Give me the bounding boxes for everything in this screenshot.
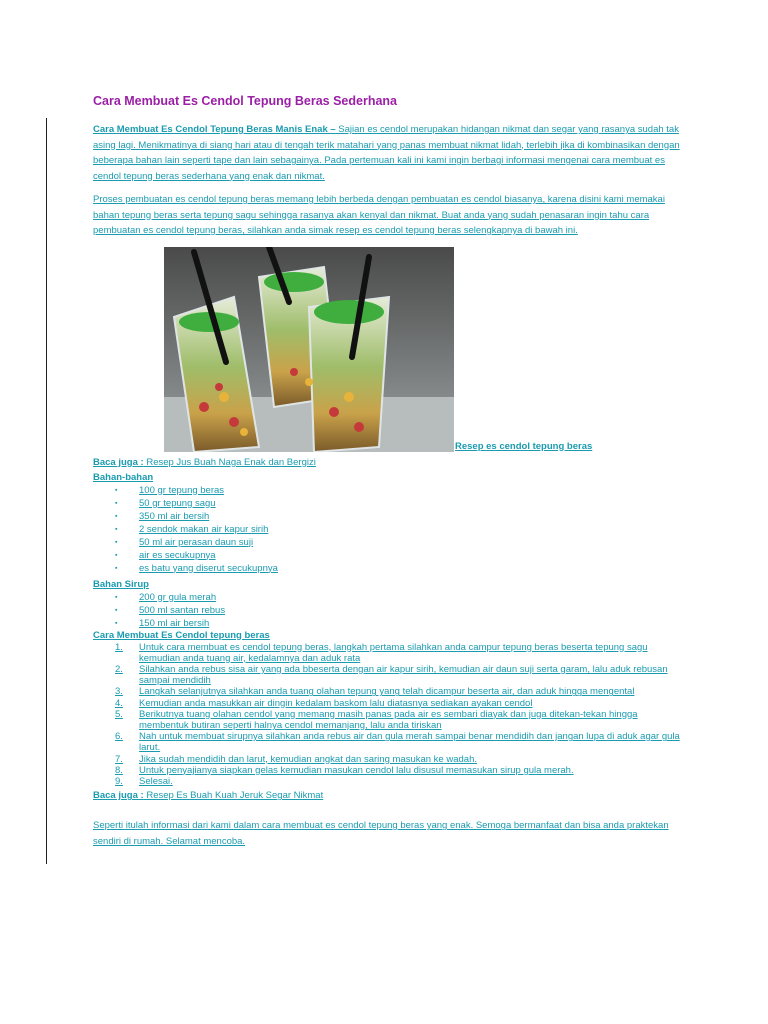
step-link[interactable]: Untuk cara membuat es cendol tepung beras, langkah pertama silahkan anda campur tepung beras beserta tepung sagu kemudian anda tuang air, kedalamnya dan aduk rata <box>139 641 648 664</box>
sirup-heading-text: Bahan Sirup <box>93 578 149 590</box>
step-link[interactable]: Silahkan anda rebus sisa air yang ada bbeserta dengan air kapur sirih, kemudian air daun suji serta garam, lalu aduk rebusan sampai mendidih <box>139 663 668 687</box>
list-item <box>93 617 683 630</box>
bahan-item-link[interactable]: 2 sendok makan air kapur sirih <box>139 523 269 535</box>
baca-juga-1-link[interactable]: Resep Jus Buah Naga Enak dan Bergizi <box>143 456 316 468</box>
step-number: 4. <box>115 697 123 709</box>
list-item <box>93 497 683 510</box>
list-item <box>93 664 683 686</box>
process-paragraph <box>93 192 683 239</box>
bahan-item-link[interactable]: 100 gr tepung beras <box>139 484 225 496</box>
cendol-photo <box>164 247 454 452</box>
list-item <box>93 642 683 664</box>
cara-steps <box>93 642 683 788</box>
bahan-item-link[interactable]: 50 ml air perasan daun suji <box>139 536 254 548</box>
closing-text-link[interactable]: Seperti itulah informasi dari kami dalam cara membuat es cendol tepung beras yang enak. Semoga bermanfaat dan bisa anda praktekan sendiri di rumah. Selamat mencoba. <box>93 820 669 847</box>
step-number: 8. <box>115 764 123 776</box>
list-item <box>93 686 683 697</box>
step-number: 1. <box>115 641 123 653</box>
image-caption-link[interactable]: Resep es cendol tepung beras <box>455 440 593 452</box>
bullet-icon: ▪ <box>115 606 118 614</box>
bullet-icon: ▪ <box>115 619 118 627</box>
bullet-icon: ▪ <box>115 525 118 533</box>
list-item <box>93 604 683 617</box>
page-margin-line <box>46 118 47 864</box>
bullet-icon: ▪ <box>115 564 118 572</box>
baca-juga-2 <box>93 789 683 802</box>
step-number: 3. <box>115 686 123 698</box>
list-item <box>93 776 683 787</box>
list-item <box>93 523 683 536</box>
step-number: 9. <box>115 775 123 787</box>
sirup-item-link[interactable]: 500 ml santan rebus <box>139 604 226 616</box>
list-item <box>93 510 683 523</box>
bahan-item-link[interactable]: es batu yang diserut secukupnya <box>139 562 278 574</box>
bullet-icon: ▪ <box>115 538 118 546</box>
step-number: 5. <box>115 708 123 720</box>
baca-juga-2-link[interactable]: Resep Es Buah Kuah Jeruk Segar Nikmat <box>143 790 324 802</box>
bahan-heading-text: Bahan-bahan <box>93 471 154 483</box>
step-link[interactable]: Berikutnya tuang olahan cendol yang memang masih panas pada air es sembari diayak dan juga ditekan-tekan hingga membentuk butiran seperti halnya cendol memanjang, lalu anda tiriskan <box>139 708 638 731</box>
sirup-item-link[interactable]: 200 gr gula merah <box>139 591 217 603</box>
bahan-item-link[interactable]: 50 gr tepung sagu <box>139 497 216 509</box>
sirup-heading <box>93 578 683 591</box>
bullet-icon: ▪ <box>115 512 118 520</box>
bahan-item-link[interactable]: air es secukupnya <box>139 549 216 561</box>
bullet-icon: ▪ <box>115 551 118 559</box>
list-item <box>93 562 683 575</box>
article-title: Cara Membuat Es Cendol Tepung Beras Sederhana <box>93 94 398 108</box>
list-item <box>93 731 683 753</box>
list-item <box>93 754 683 765</box>
step-number: 7. <box>115 753 123 765</box>
step-link[interactable]: Jika sudah mendidih dan larut, kemudian angkat dan saring masukan ke wadah. <box>139 753 477 765</box>
image-row <box>164 247 683 452</box>
list-item <box>93 765 683 776</box>
bullet-icon: ▪ <box>115 486 118 494</box>
sirup-list <box>93 591 683 630</box>
list-item <box>93 484 683 497</box>
intro-paragraph <box>93 122 683 184</box>
process-text-link[interactable]: Proses pembuatan es cendol tepung beras memang lebih berbeda dengan pembuatan es cendol biasanya, karena disini kami memakai bahan tepung beras serta tepung sagu sehingga rasanya akan kenyal dan nikmat. Buat anda yang sudah penasaran ingin tahu cara pembuatan es cendol tepung beras, silahkan anda simak resep es cendol tepung beras selengkapnya di bawah ini. <box>93 194 665 236</box>
list-item <box>93 709 683 731</box>
bahan-item-link[interactable]: 350 ml air bersih <box>139 510 210 522</box>
baca-juga-2-label: Baca juga : <box>93 790 144 802</box>
bullet-icon: ▪ <box>115 593 118 601</box>
cara-heading <box>93 630 683 642</box>
step-link[interactable]: Kemudian anda masukkan air dingin kedalam baskom lalu diatasnya sediakan ayakan cendol <box>139 697 533 709</box>
step-number: 6. <box>115 731 123 743</box>
list-item <box>93 591 683 604</box>
intro-text-link[interactable]: Sajian es cendol merupakan hidangan nikmat dan segar yang rasanya sudah tak asing lagi. Menikmatinya di siang hari atau di tengah terik matahari yang panas membuat nikmat lidah, terlebih jika di kombinasikan dengan beberapa bahan lain seperti tape dan lain sebagainya. Pada pertemuan kali ini kami ingin berbagi informasi mengenai cara membuat es cendol tepung beras sederhana yang enak dan nikmat. <box>93 124 680 182</box>
list-item <box>93 549 683 562</box>
bullet-icon: ▪ <box>115 499 118 507</box>
closing-paragraph <box>93 818 683 849</box>
article <box>93 94 683 857</box>
bahan-heading <box>93 471 683 484</box>
step-link[interactable]: Selesai. <box>139 775 173 787</box>
baca-juga-1 <box>93 456 683 469</box>
step-link[interactable]: Langkah selanjutnya silahkan anda tuang olahan tepung yang telah dicampur beserta air, dan aduk hingga mengental <box>139 686 635 698</box>
cara-heading-text: Cara Membuat Es Cendol tepung beras <box>93 629 270 641</box>
intro-lead-link[interactable]: Cara Membuat Es Cendol Tepung Beras Manis Enak – <box>93 124 336 135</box>
list-item <box>93 536 683 549</box>
list-item <box>93 698 683 709</box>
baca-juga-1-label: Baca juga : <box>93 456 144 468</box>
step-link[interactable]: Nah untuk membuat sirupnya silahkan anda rebus air dan gula merah sampai benar mendidih dan jangan lupa di aduk agar gula larut. <box>139 731 680 754</box>
step-link[interactable]: Untuk penyajianya siapkan gelas kemudian masukan cendol lalu disusul memasukan sirup gula merah. <box>139 764 574 776</box>
step-number: 2. <box>115 663 123 675</box>
sirup-item-link[interactable]: 150 ml air bersih <box>139 617 210 629</box>
bahan-list <box>93 484 683 575</box>
